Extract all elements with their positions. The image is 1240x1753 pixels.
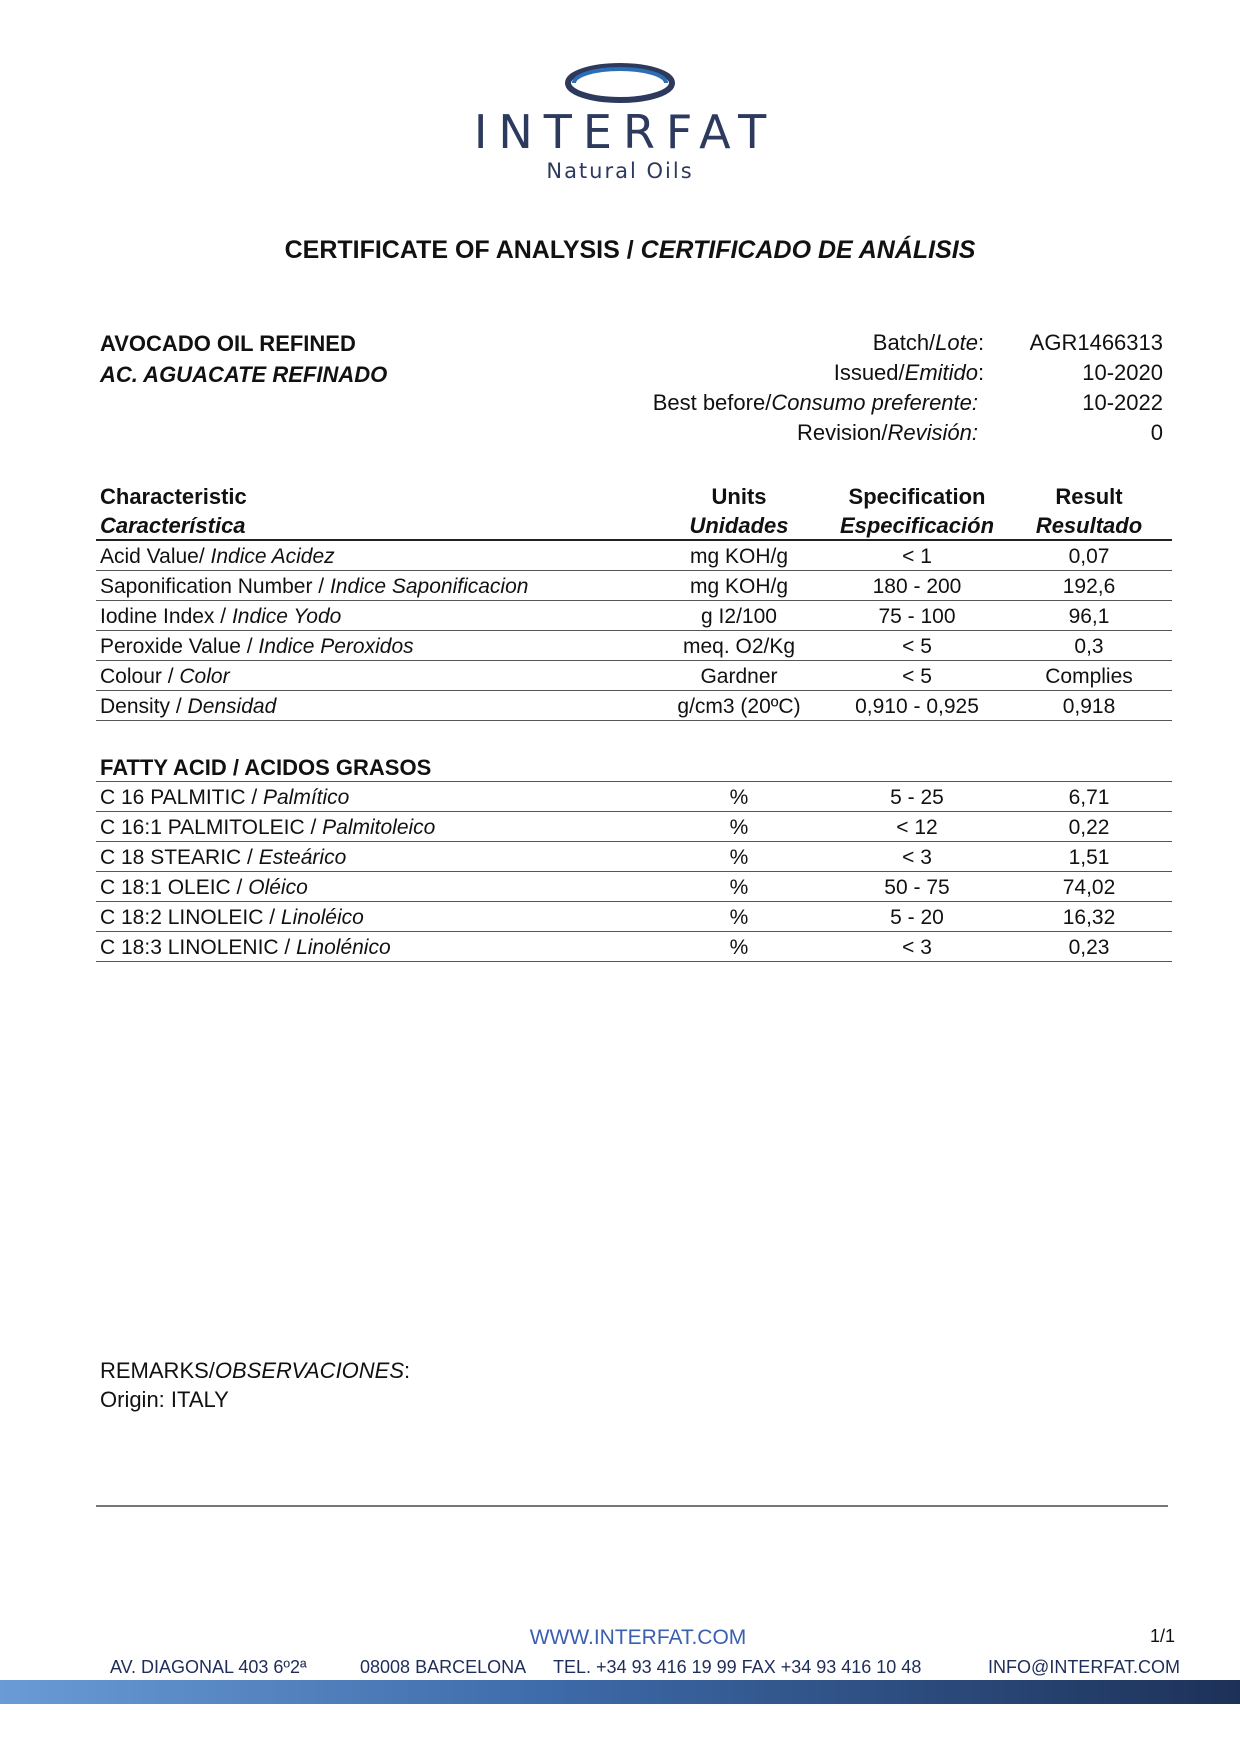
meta-label: Revision/Revisión: (797, 420, 978, 445)
meta-row-batch: Batch/Lote : AGR1466313 (560, 328, 1163, 358)
meta-label: Issued/Emitido (833, 360, 978, 385)
footer-phone: TEL. +34 93 416 19 99 FAX +34 93 416 10 48 (553, 1657, 922, 1677)
table-row: Acid Value/ Indice Acidez mg KOH/g < 1 0,07 (96, 540, 1172, 571)
table-row: Density / Densidad g/cm3 (20ºC) 0,910 - 0,925 0,918 (96, 691, 1172, 721)
meta-row-issued: Issued/Emitido : 10-2020 (560, 358, 1163, 388)
table-header-en: Characteristic Units Specification Result (100, 484, 1123, 509)
meta-value: 10-2020 (1082, 360, 1163, 385)
table-row: C 18 STEARIC / Esteárico % < 3 1,51 (96, 842, 1172, 872)
website-link[interactable]: WWW.INTERFAT.COM (529, 1626, 747, 1649)
fatty-acid-title-row (96, 752, 1172, 782)
product-name-en: AVOCADO OIL REFINED (100, 331, 356, 356)
ellipse-ring-icon (560, 60, 680, 106)
company-logo (0, 60, 1240, 184)
characteristics-table (96, 481, 1172, 721)
document-title (0, 236, 1240, 265)
title-es: CERTIFICADO DE ANÁLISIS (640, 236, 976, 264)
batch-info (560, 328, 1163, 448)
brand-name: INTERFAT (473, 105, 778, 159)
origin-text: Origin: ITALY (100, 1387, 229, 1412)
meta-row-best-before (560, 388, 1163, 418)
table-row: C 18:1 OLEIC / Oléico % 50 - 75 74,02 (96, 872, 1172, 902)
table-row: Saponification Number / Indice Saponificacion mg KOH/g 180 - 200 192,6 (96, 571, 1172, 601)
brand-tagline: Natural Oils (546, 159, 694, 183)
footer-color-bar (0, 1680, 1240, 1704)
footer-address: AV. DIAGONAL 403 6º2ª (110, 1657, 307, 1677)
table-row: Iodine Index / Indice Yodo g I2/100 75 - 100 96,1 (96, 601, 1172, 631)
footer-divider (96, 1505, 1168, 1507)
table-row: C 16:1 PALMITOLEIC / Palmitoleico % < 12 0,22 (96, 812, 1172, 842)
table-row: Peroxide Value / Indice Peroxidos meq. O2/Kg < 5 0,3 (96, 631, 1172, 661)
fatty-acid-title: FATTY ACID / ACIDOS GRASOS (96, 752, 650, 782)
table-row: C 18:2 LINOLEIC / Linoléico % 5 - 20 16,32 (96, 902, 1172, 932)
footer-email[interactable]: INFO@INTERFAT.COM (988, 1657, 1180, 1677)
product-name-es: AC. AGUACATE REFINADO (100, 362, 388, 387)
product-block (100, 328, 387, 390)
page-number: 1/1 (1150, 1626, 1176, 1646)
table-row: Colour / Color Gardner < 5 Complies (96, 661, 1172, 691)
remarks-label: REMARKS/OBSERVACIONES: (100, 1358, 411, 1383)
table-header-es: Característica Unidades Especificación Resultado (96, 510, 1172, 540)
title-en: CERTIFICATE OF ANALYSIS / (284, 236, 634, 264)
remarks-block (100, 1356, 410, 1414)
meta-value: 0 (1150, 420, 1163, 445)
footer-contact (110, 1657, 1180, 1678)
meta-value: AGR1466313 (1029, 330, 1163, 355)
meta-label: Best before/Consumo preferente: (652, 390, 978, 415)
footer-city: 08008 BARCELONA (360, 1657, 527, 1677)
table-row: C 18:3 LINOLENIC / Linolénico % < 3 0,23 (96, 932, 1172, 962)
fatty-acid-table (96, 752, 1172, 962)
meta-value: 10-2022 (1082, 390, 1163, 415)
table-row: C 16 PALMITIC / Palmítico % 5 - 25 6,71 (96, 782, 1172, 812)
meta-row-revision (560, 418, 1163, 448)
meta-label: Batch/Lote (872, 330, 978, 355)
